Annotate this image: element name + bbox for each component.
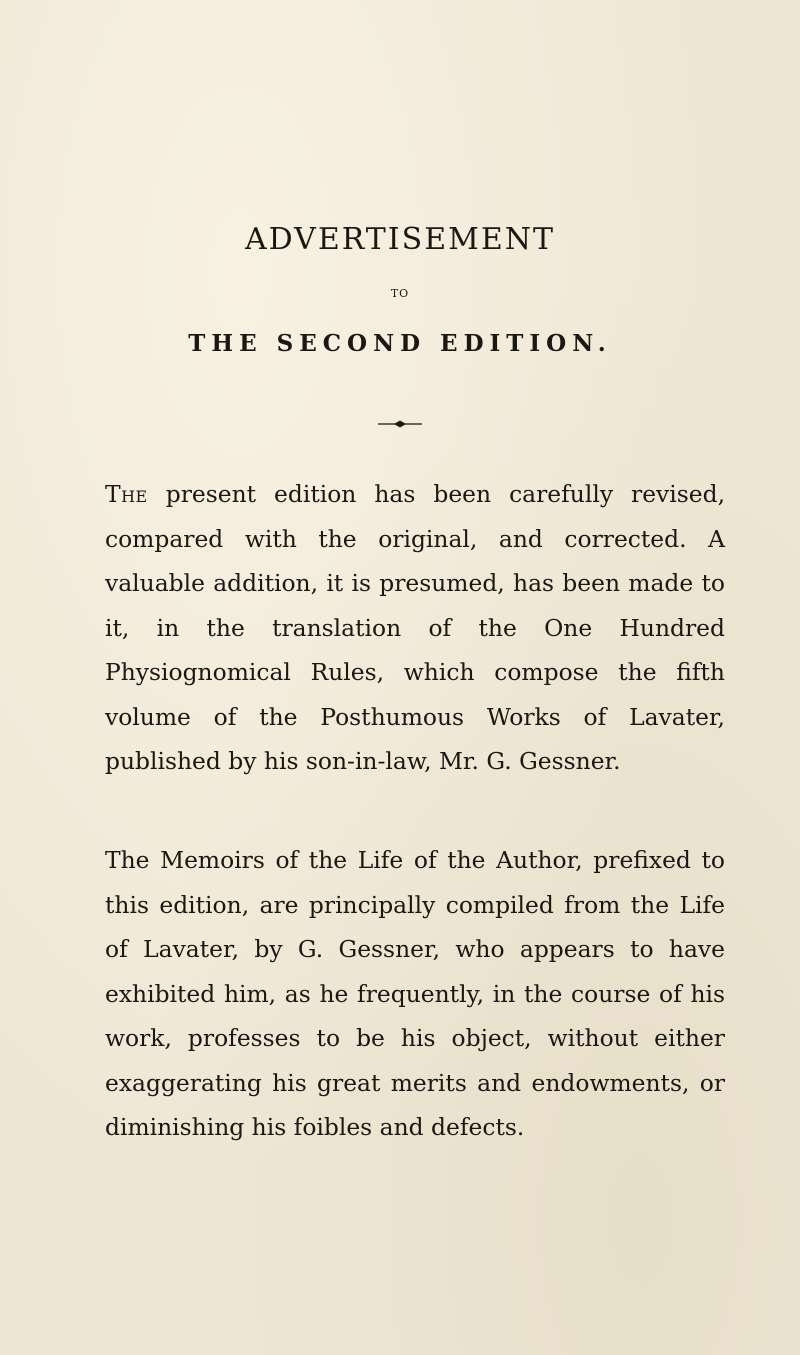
page-subtitle: THE SECOND EDITION. (188, 330, 612, 357)
page-title: ADVERTISEMENT (244, 222, 555, 257)
title-connector: TO (390, 287, 410, 300)
divider-ornament-icon (376, 419, 424, 429)
paragraph-1-text: present edition has been carefully revised, compared with the original, and corrected. A valuable addition, it is presumed, has been made to it, in the translation of the One Hundred Physiognomical Rules, which compose the fifth volume of the Posthumous Works of Lavater, published by his son-in-law, Mr. G. Gessner. (105, 480, 725, 775)
paragraph-1-lead: The (105, 480, 148, 508)
paragraph-1 (105, 472, 725, 784)
paragraph-2: The Memoirs of the Life of the Author, prefixed to this edition, are principally compiled from the Life of Lavater, by G. Gessner, who appears to have exhibited him, as he frequently, in the course of his work, professes to be his object, without either exaggerating his great merits and endowments, or diminishing his foibles and defects. (105, 846, 725, 1141)
